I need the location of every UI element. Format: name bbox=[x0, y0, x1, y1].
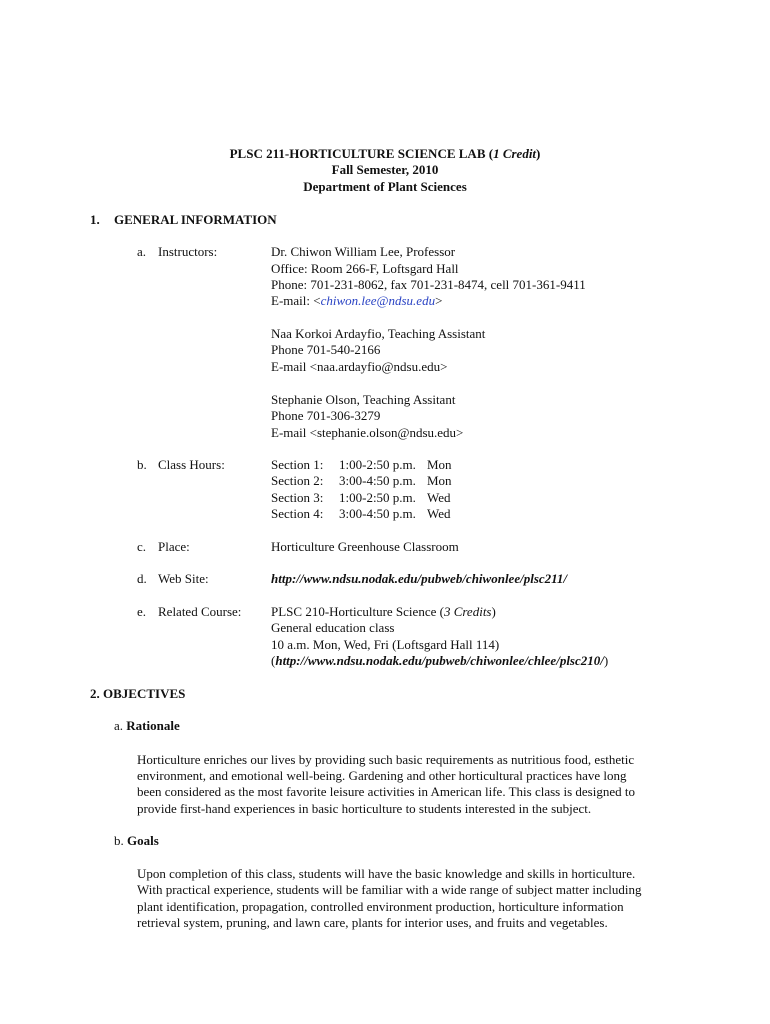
section-name: Section 1: bbox=[271, 457, 324, 472]
goals-line: plant identification, propagation, controlled environment production, horticulture information bbox=[137, 899, 624, 914]
title-credit: 1 Credit bbox=[493, 146, 537, 161]
objectives-heading: 2. OBJECTIVES bbox=[90, 686, 186, 701]
goals-line: retrieval system, pruning, and lawn care, plants for interior uses, and fruits and vegetables. bbox=[137, 915, 608, 930]
related-course-link[interactable]: http://www.ndsu.nodak.edu/pubweb/chiwonlee/chlee/plsc210/ bbox=[275, 653, 604, 668]
rationale-line: been considered as the most favorite leisure activities in American life. This class is designed to bbox=[137, 784, 635, 799]
class-hours-label: Class Hours: bbox=[158, 457, 225, 472]
instructors-label: Instructors: bbox=[158, 244, 218, 259]
ta1-name: Naa Korkoi Ardayfio, Teaching Assistant bbox=[271, 326, 486, 341]
goals-heading: b. Goals bbox=[114, 833, 159, 848]
rationale-line: provide first-hand experiences in basic horticulture to students interested in the subject. bbox=[137, 801, 592, 816]
place-value: Horticulture Greenhouse Classroom bbox=[271, 539, 459, 554]
document-title: PLSC 211-HORTICULTURE SCIENCE LAB (1 Credit) bbox=[229, 146, 541, 161]
goals-line: Upon completion of this class, students will have the basic knowledge and skills in horticulture. bbox=[137, 866, 636, 881]
section-name: Section 4: bbox=[271, 506, 324, 521]
related-course-url: (http://www.ndsu.nodak.edu/pubweb/chiwonlee/chlee/plsc210/) bbox=[271, 653, 609, 668]
section-time: 3:00-4:50 p.m. bbox=[339, 473, 416, 488]
goals-line: With practical experience, students will be familiar with a wide range of subject matter including bbox=[137, 882, 642, 897]
section-time: 1:00-2:50 p.m. bbox=[339, 457, 416, 472]
ta1-phone: Phone 701-540-2166 bbox=[271, 342, 381, 357]
web-site-label: Web Site: bbox=[158, 571, 209, 586]
related-course-type: General education class bbox=[271, 620, 395, 635]
section-time: 3:00-4:50 p.m. bbox=[339, 506, 416, 521]
email-link[interactable]: chiwon.lee@ndsu.edu bbox=[320, 293, 436, 308]
section-number: 1. bbox=[90, 212, 100, 227]
rationale-line: Horticulture enriches our lives by providing such basic requirements as nutritious food, esthetic bbox=[137, 752, 635, 767]
web-site-link[interactable]: http://www.ndsu.nodak.edu/pubweb/chiwonlee/plsc211/ bbox=[271, 571, 568, 586]
related-course-title: PLSC 210-Horticulture Science (3 Credits) bbox=[271, 604, 496, 619]
section-day: Mon bbox=[427, 457, 452, 472]
rationale-heading: a. Rationale bbox=[114, 718, 180, 733]
item-marker: c. bbox=[137, 539, 147, 554]
item-marker: d. bbox=[137, 571, 147, 586]
related-course-label: Related Course: bbox=[158, 604, 242, 619]
item-marker: e. bbox=[137, 604, 147, 619]
instructor-phone: Phone: 701-231-8062, fax 701-231-8474, cell 701-361-9411 bbox=[271, 277, 586, 292]
section-name: Section 2: bbox=[271, 473, 324, 488]
section-heading: GENERAL INFORMATION bbox=[114, 212, 277, 227]
place-label: Place: bbox=[158, 539, 190, 554]
section-day: Mon bbox=[427, 473, 452, 488]
instructor-email: E-mail: <chiwon.lee@ndsu.edu> bbox=[271, 293, 443, 308]
item-marker: a. bbox=[137, 244, 147, 259]
section-day: Wed bbox=[427, 506, 451, 521]
section-time: 1:00-2:50 p.m. bbox=[339, 490, 416, 505]
ta2-name: Stephanie Olson, Teaching Assitant bbox=[271, 392, 456, 407]
instructor-office: Office: Room 266-F, Loftsgard Hall bbox=[271, 261, 459, 276]
department: Department of Plant Sciences bbox=[303, 179, 467, 194]
rationale-line: environment, and emotional well-being. Gardening and other horticultural practices have long bbox=[137, 768, 627, 783]
item-marker: b. bbox=[137, 457, 147, 472]
semester: Fall Semester, 2010 bbox=[331, 162, 439, 177]
ta2-phone: Phone 701-306-3279 bbox=[271, 408, 381, 423]
section-day: Wed bbox=[427, 490, 451, 505]
ta2-email: E-mail <stephanie.olson@ndsu.edu> bbox=[271, 425, 464, 440]
section-name: Section 3: bbox=[271, 490, 324, 505]
instructor-name: Dr. Chiwon William Lee, Professor bbox=[271, 244, 456, 259]
ta1-email: E-mail <naa.ardayfio@ndsu.edu> bbox=[271, 359, 448, 374]
related-course-schedule: 10 a.m. Mon, Wed, Fri (Loftsgard Hall 114) bbox=[271, 637, 500, 652]
